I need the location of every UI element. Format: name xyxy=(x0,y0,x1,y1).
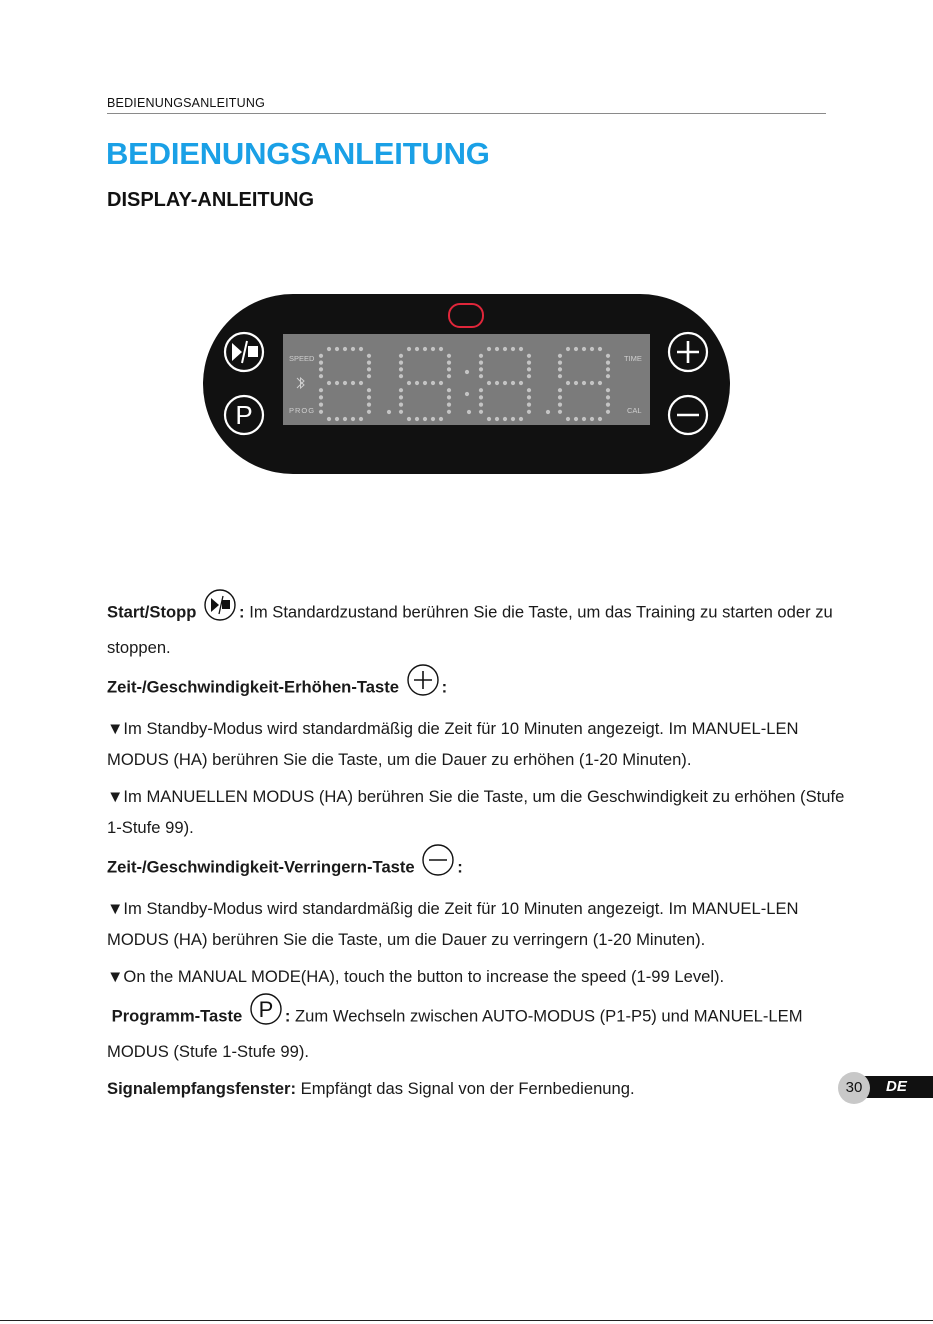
lcd-dot xyxy=(479,367,483,371)
page-number: 30 xyxy=(838,1072,870,1104)
lcd-dot xyxy=(423,417,427,421)
program-paragraph xyxy=(107,998,857,1067)
lcd-dot xyxy=(447,374,451,378)
minus-icon xyxy=(421,843,455,887)
lcd-dot xyxy=(359,347,363,351)
lcd-dot xyxy=(503,417,507,421)
header-divider xyxy=(107,113,826,114)
lcd-dot xyxy=(479,354,483,358)
instructions xyxy=(107,594,857,1104)
lcd-dot xyxy=(351,347,355,351)
lcd-dot xyxy=(335,417,339,421)
lcd-dot xyxy=(367,361,371,365)
lcd-dot xyxy=(582,381,586,385)
lcd-dot xyxy=(495,347,499,351)
lcd-dot xyxy=(319,354,323,358)
lcd-dot xyxy=(479,361,483,365)
lcd-dot xyxy=(367,354,371,358)
lcd-dot xyxy=(431,347,435,351)
lcd-dot xyxy=(527,395,531,399)
lcd-dot xyxy=(598,381,602,385)
lcd-dot xyxy=(319,403,323,407)
signal-text: Empfängt das Signal von der Fernbedienung. xyxy=(300,1079,635,1098)
lcd-dot xyxy=(415,347,419,351)
start-stop-label: Start/Stopp xyxy=(107,602,197,622)
lcd-dot xyxy=(407,417,411,421)
program-p-icon xyxy=(249,992,283,1036)
lcd-dot xyxy=(558,403,562,407)
program-text: Zum Wechseln zwischen AUTO-MODUS (P1-P5) und MANUEL-LEM MODUS (Stufe 1-Stufe 99). xyxy=(107,1006,803,1061)
lcd-dot xyxy=(423,347,427,351)
lcd-dot xyxy=(367,388,371,392)
lcd-dot xyxy=(558,410,562,414)
increase-heading xyxy=(107,669,857,707)
lcd-dot xyxy=(511,347,515,351)
lcd-dot xyxy=(606,354,610,358)
lcd-dot xyxy=(399,403,403,407)
lcd-dot xyxy=(319,367,323,371)
lcd-dot xyxy=(527,367,531,371)
lcd-dot xyxy=(558,374,562,378)
lcd-dot xyxy=(598,417,602,421)
lcd-dot xyxy=(590,417,594,421)
lcd-dot xyxy=(479,403,483,407)
decrease-label: Zeit-/Geschwindigkeit-Verringern-Taste xyxy=(107,857,415,877)
lcd-dot xyxy=(367,410,371,414)
lcd-dot xyxy=(527,374,531,378)
start-stop-text: Im Standardzustand berühren Sie die Taste, um das Training zu starten oder zu stoppen. xyxy=(107,602,833,657)
lcd-dot xyxy=(487,417,491,421)
section-subtitle: DISPLAY-ANLEITUNG xyxy=(107,189,315,211)
display-panel xyxy=(203,294,730,474)
lcd-dot xyxy=(399,354,403,358)
decrease-sep: : xyxy=(457,857,463,877)
decrease-heading xyxy=(107,849,857,887)
lcd-dot xyxy=(606,395,610,399)
lcd-dot xyxy=(335,347,339,351)
lcd-dot xyxy=(351,417,355,421)
lcd-dot xyxy=(351,381,355,385)
cal-label: CAL xyxy=(627,406,642,415)
plus-icon xyxy=(406,663,440,707)
lcd-dot xyxy=(367,374,371,378)
lcd-dot xyxy=(415,381,419,385)
lcd-dot xyxy=(399,374,403,378)
lcd-dot xyxy=(519,381,523,385)
lcd-dot xyxy=(447,354,451,358)
start-stop-paragraph xyxy=(107,594,857,663)
lcd-dot xyxy=(582,347,586,351)
lcd-dot xyxy=(327,347,331,351)
lcd-dot xyxy=(503,381,507,385)
program-sep: : xyxy=(284,1006,291,1026)
lcd-dot xyxy=(495,417,499,421)
lcd-dot xyxy=(527,410,531,414)
lcd-dot xyxy=(558,367,562,371)
lcd-dot xyxy=(527,388,531,392)
lcd-dot xyxy=(319,388,323,392)
lcd-dot xyxy=(423,381,427,385)
lcd-dot xyxy=(447,403,451,407)
lcd-dot xyxy=(447,361,451,365)
lcd-dot xyxy=(407,381,411,385)
lcd-dot xyxy=(399,361,403,365)
lcd-dot xyxy=(546,410,550,414)
lcd-dot xyxy=(319,374,323,378)
lcd-dot xyxy=(519,417,523,421)
lcd-dot xyxy=(582,417,586,421)
lcd-dot xyxy=(527,403,531,407)
lcd-dot xyxy=(399,410,403,414)
lcd-dot xyxy=(511,417,515,421)
program-p-icon: P xyxy=(235,400,253,430)
lcd-dot xyxy=(431,381,435,385)
lcd-dot xyxy=(606,388,610,392)
lcd-dot xyxy=(415,417,419,421)
signal-paragraph xyxy=(107,1073,857,1104)
lcd-dot xyxy=(387,410,391,414)
lcd-dot xyxy=(465,370,469,374)
lcd-dot xyxy=(558,388,562,392)
lcd-dot xyxy=(574,417,578,421)
lcd-dot xyxy=(359,417,363,421)
lcd-dot xyxy=(487,381,491,385)
bottom-divider xyxy=(0,1320,933,1321)
lcd-dot xyxy=(606,361,610,365)
lcd-dot xyxy=(319,395,323,399)
decrease-item-2: ▼On the MANUAL MODE(HA), touch the button to increase the speed (1-99 Level). xyxy=(107,967,725,986)
lcd-dot xyxy=(367,367,371,371)
lcd-dot xyxy=(407,347,411,351)
lcd-dot xyxy=(367,403,371,407)
lcd-dot xyxy=(495,381,499,385)
lcd-dot xyxy=(447,410,451,414)
lcd-dot xyxy=(399,388,403,392)
lcd-dot xyxy=(566,417,570,421)
lcd-dot xyxy=(465,392,469,396)
lcd-dot xyxy=(558,395,562,399)
lcd-dot xyxy=(439,381,443,385)
lcd-dot xyxy=(598,347,602,351)
lcd-dot xyxy=(606,403,610,407)
lcd-dot xyxy=(367,395,371,399)
lcd-dot xyxy=(606,410,610,414)
page-title: BEDIENUNGSANLEITUNG xyxy=(106,136,490,171)
lcd-dot xyxy=(511,381,515,385)
lcd-dot xyxy=(439,417,443,421)
time-label: TIME xyxy=(624,354,642,363)
lcd-dot xyxy=(479,388,483,392)
lcd-dot xyxy=(503,347,507,351)
speed-label: SPEED xyxy=(289,354,315,363)
lcd-dot xyxy=(519,347,523,351)
lcd-dot xyxy=(343,381,347,385)
language-code: DE xyxy=(886,1078,907,1095)
lcd-dot xyxy=(399,395,403,399)
lcd-dot xyxy=(558,354,562,358)
increase-label: Zeit-/Geschwindigkeit-Erhöhen-Taste xyxy=(107,677,399,697)
decrease-item-1: ▼Im Standby-Modus wird standardmäßig die Zeit für 10 Minuten angezeigt. Im MANUEL-LEN MODUS (HA) berühren Sie die Taste, um die Dauer zu verringern (1-20 Minuten). xyxy=(107,899,799,949)
lcd-dot xyxy=(447,395,451,399)
lcd-dot xyxy=(319,361,323,365)
lcd-dot xyxy=(359,381,363,385)
lcd-dot xyxy=(343,417,347,421)
svg-text:P: P xyxy=(258,997,274,1022)
lcd-dot xyxy=(479,395,483,399)
lcd-dot xyxy=(319,410,323,414)
lcd-dot xyxy=(558,361,562,365)
lcd-dot xyxy=(447,367,451,371)
lcd-dot xyxy=(447,388,451,392)
lcd-dot xyxy=(606,367,610,371)
lcd-dot xyxy=(343,347,347,351)
display-panel-illustration xyxy=(203,294,730,474)
lcd-dot xyxy=(479,410,483,414)
play-pause-icon xyxy=(203,588,237,632)
lcd-dot xyxy=(574,381,578,385)
lcd-dot xyxy=(566,381,570,385)
page-badge xyxy=(838,1072,933,1100)
lcd-dot xyxy=(467,410,471,414)
start-stop-sep: : xyxy=(239,602,245,622)
lcd-dot xyxy=(566,347,570,351)
lcd-dot xyxy=(327,381,331,385)
lcd-dot xyxy=(606,374,610,378)
increase-item-1: ▼Im Standby-Modus wird standardmäßig die Zeit für 10 Minuten angezeigt. Im MANUEL-LEN MODUS (HA) berühren Sie die Taste, um die Dauer zu erhöhen (1-20 Minuten). xyxy=(107,719,799,769)
lcd-dot xyxy=(479,374,483,378)
lcd-dot xyxy=(431,417,435,421)
running-header: BEDIENUNGSANLEITUNG xyxy=(107,96,265,110)
lcd-dot xyxy=(439,347,443,351)
lcd-dot xyxy=(527,354,531,358)
signal-label: Signalempfangsfenster: xyxy=(107,1079,297,1098)
lcd-dot xyxy=(487,347,491,351)
lcd-dot xyxy=(527,361,531,365)
program-label: Programm-Taste xyxy=(111,1006,243,1026)
lcd-dot xyxy=(590,381,594,385)
increase-item-2: ▼Im MANUELLEN MODUS (HA) berühren Sie die Taste, um die Geschwindigkeit zu erhöhen (Stufe 1-Stufe 99). xyxy=(107,787,845,837)
increase-sep: : xyxy=(441,677,448,697)
lcd-dot xyxy=(399,367,403,371)
prog-label: PROG xyxy=(289,406,316,415)
lcd-dot xyxy=(590,347,594,351)
lcd-dot xyxy=(574,347,578,351)
lcd-dot xyxy=(335,381,339,385)
lcd-dot xyxy=(327,417,331,421)
